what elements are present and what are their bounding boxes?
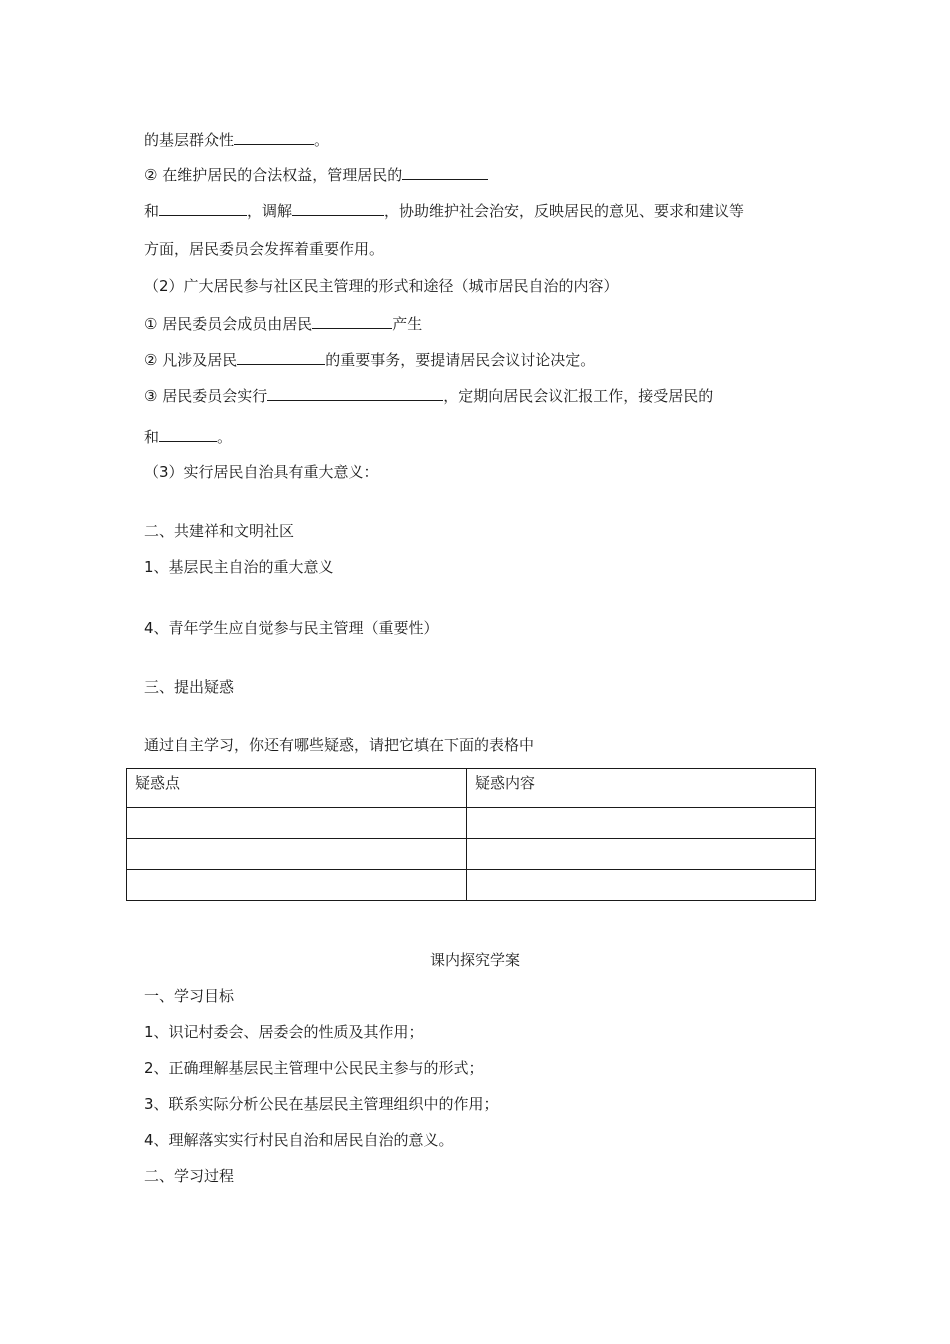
- text-segment: ① 居民委员会成员由居民: [144, 315, 313, 333]
- text-line: [144, 384, 713, 406]
- fill-blank[interactable]: [402, 163, 488, 180]
- text-line: [144, 276, 619, 296]
- table-row: [127, 839, 816, 870]
- list-item: 4、青年学生应自觉参与民主管理（重要性）: [144, 619, 439, 637]
- text-line: [144, 348, 595, 370]
- text-segment: （2）广大居民参与社区民主管理的形式和途径（城市居民自治的内容）: [144, 277, 619, 295]
- text-line: [144, 462, 379, 482]
- text-segment: 和: [144, 428, 160, 446]
- text-segment: 产生: [392, 315, 423, 333]
- text-segment: ，定期向居民会议汇报工作，接受居民的: [443, 387, 714, 405]
- page-title: 课内探究学案: [429, 951, 520, 969]
- list-item: 4、理解落实实行村民自治和居民自治的意义。: [144, 1131, 454, 1149]
- fill-blank[interactable]: [292, 199, 384, 216]
- intro-text: 通过自主学习，你还有哪些疑惑，请把它填在下面的表格中: [144, 736, 535, 754]
- table-cell[interactable]: [467, 839, 816, 870]
- text-segment: ，协助维护社会治安，反映居民的意见、要求和建议等: [384, 202, 745, 220]
- fill-blank[interactable]: [159, 199, 247, 216]
- text-line: [144, 163, 488, 185]
- fill-blank[interactable]: [237, 348, 325, 365]
- text-segment: 的重要事务，要提请居民会议讨论决定。: [325, 351, 596, 369]
- text-segment: 方面，居民委员会发挥着重要作用。: [144, 240, 385, 258]
- text-segment: 和: [144, 202, 160, 220]
- text-segment: 的基层群众性: [144, 131, 235, 149]
- text-segment: 。: [217, 428, 233, 446]
- table-cell[interactable]: [127, 870, 467, 901]
- table-row: [127, 808, 816, 839]
- text-segment: 。: [314, 131, 330, 149]
- text-line: [144, 239, 384, 259]
- text-segment: ② 凡涉及居民: [144, 351, 238, 369]
- list-item: 1、基层民主自治的重大意义: [144, 558, 334, 576]
- text-line: [144, 128, 329, 150]
- section-heading: 二、学习过程: [144, 1167, 235, 1185]
- list-item: 2、正确理解基层民主管理中公民民主参与的形式；: [144, 1059, 484, 1077]
- fill-blank[interactable]: [159, 425, 217, 442]
- table-cell[interactable]: [467, 870, 816, 901]
- section-heading: 二、共建祥和文明社区: [144, 522, 295, 540]
- table-row: [127, 870, 816, 901]
- list-item: 1、识记村委会、居委会的性质及其作用；: [144, 1023, 424, 1041]
- fill-blank[interactable]: [312, 312, 392, 329]
- table-header-row: [127, 769, 816, 808]
- text-line: [144, 199, 744, 221]
- table-header-cell: 疑惑点: [127, 769, 467, 808]
- section-heading: 一、学习目标: [144, 987, 235, 1005]
- text-segment: ，调解: [247, 202, 293, 220]
- fill-blank[interactable]: [267, 384, 443, 401]
- fill-blank[interactable]: [234, 128, 314, 145]
- section-heading: 三、提出疑惑: [144, 678, 235, 696]
- text-segment: （3）实行居民自治具有重大意义：: [144, 463, 379, 481]
- table-cell[interactable]: [467, 808, 816, 839]
- text-segment: ③ 居民委员会实行: [144, 387, 268, 405]
- text-line: [144, 425, 232, 447]
- list-item: 3、联系实际分析公民在基层民主管理组织中的作用；: [144, 1095, 499, 1113]
- table-header-cell: 疑惑内容: [467, 769, 816, 808]
- text-line: [144, 312, 422, 334]
- table-cell[interactable]: [127, 808, 467, 839]
- doubt-table: [126, 768, 816, 901]
- text-segment: ② 在维护居民的合法权益，管理居民的: [144, 166, 403, 184]
- table-cell[interactable]: [127, 839, 467, 870]
